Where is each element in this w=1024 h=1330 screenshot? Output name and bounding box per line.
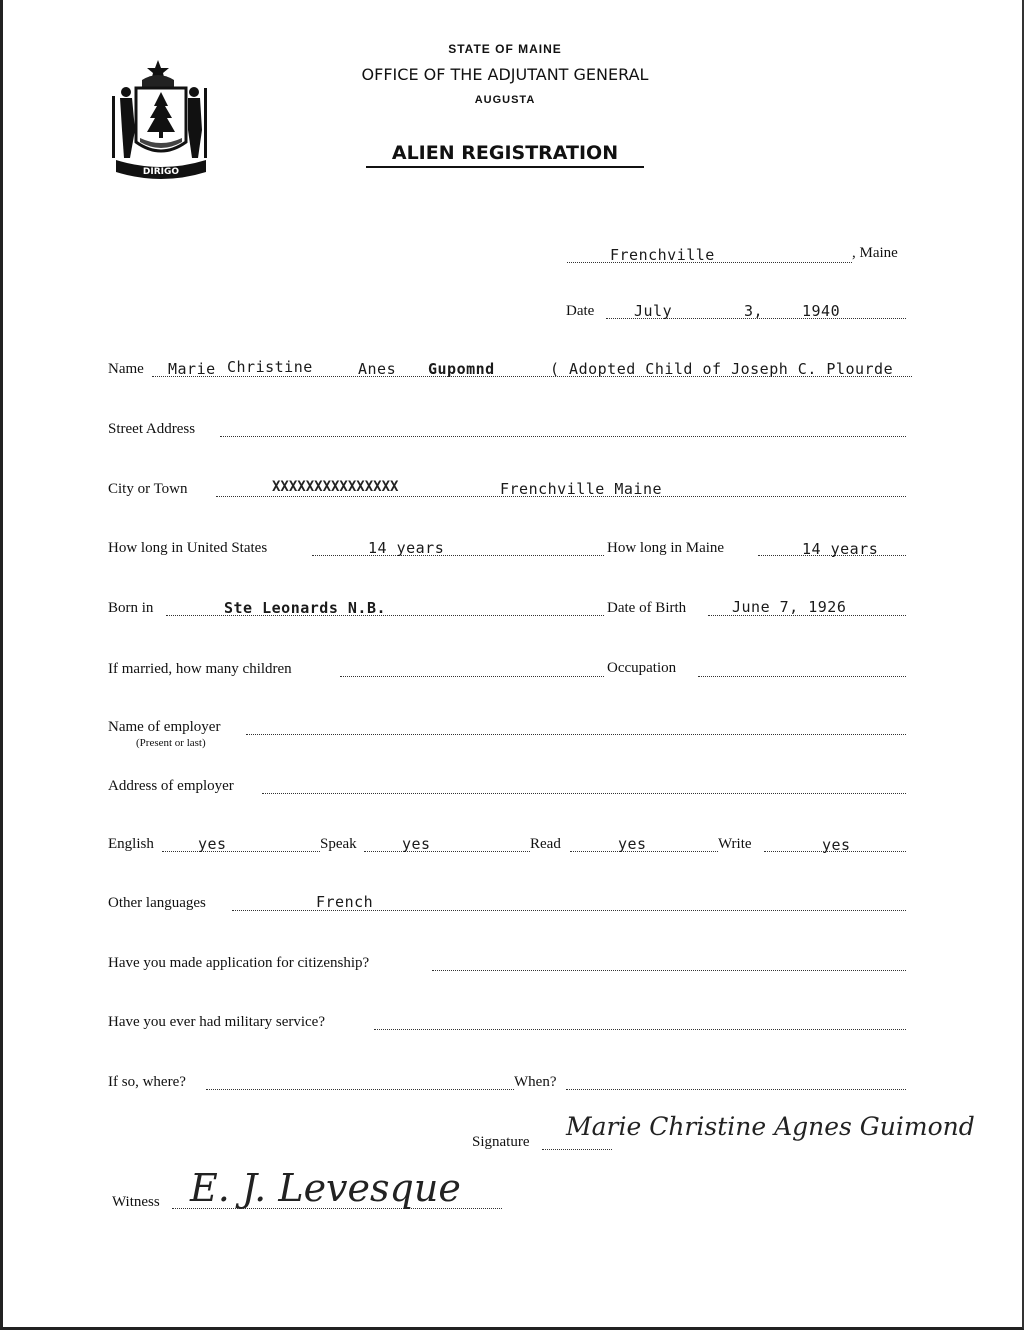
english-label: English xyxy=(108,836,154,852)
date-of-birth-label: Date of Birth xyxy=(607,600,687,616)
header-state: STATE OF MAINE xyxy=(448,42,562,56)
how-long-us-line xyxy=(312,555,604,556)
born-in-value: Ste Leonards N.B. xyxy=(224,599,387,617)
employer-name-line xyxy=(246,734,906,735)
town-suffix: , Maine xyxy=(852,245,898,261)
when-line xyxy=(566,1089,906,1090)
signature-line xyxy=(542,1149,612,1150)
date-month: July xyxy=(634,302,673,320)
married-children-label: If married, how many children xyxy=(108,661,292,677)
speak-line xyxy=(364,851,530,852)
other-languages-value: French xyxy=(316,893,374,911)
english-line xyxy=(162,851,320,852)
employer-address-label: Address of employer xyxy=(108,778,234,794)
seal-motto: DIRIGO xyxy=(142,167,180,177)
date-year: 1940 xyxy=(802,302,841,320)
military-label: Have you ever had military service? xyxy=(108,1014,325,1030)
name-label: Name xyxy=(108,361,144,377)
name-middle: Christine xyxy=(227,358,313,376)
street-address-label: Street Address xyxy=(108,421,196,437)
name-first: Marie xyxy=(168,360,216,378)
maine-seal-icon xyxy=(108,58,214,182)
name-third: Anes xyxy=(358,360,397,378)
read-value: yes xyxy=(618,835,647,853)
other-languages-label: Other languages xyxy=(108,895,206,911)
witness-value: E. J. Levesque xyxy=(190,1166,461,1210)
occupation-line xyxy=(698,676,906,677)
where-label: If so, where? xyxy=(108,1074,186,1090)
how-long-maine-value: 14 years xyxy=(802,540,879,558)
employer-name-label: Name of employer xyxy=(108,719,221,735)
born-in-label: Born in xyxy=(108,600,154,616)
military-line xyxy=(374,1029,906,1030)
occupation-label: Occupation xyxy=(607,660,677,676)
when-label: When? xyxy=(514,1074,557,1090)
form-title: ALIEN REGISTRATION xyxy=(366,142,644,168)
employer-address-line xyxy=(262,793,906,794)
town-value: Frenchville xyxy=(610,246,715,264)
name-last: Gupomnd xyxy=(428,360,495,378)
speak-value: yes xyxy=(402,835,431,853)
write-value: yes xyxy=(822,836,851,854)
date-label: Date xyxy=(566,303,595,319)
city-struck-text: XXXXXXXXXXXXXXX xyxy=(272,479,399,495)
how-long-us-label: How long in United States xyxy=(108,540,268,556)
english-value: yes xyxy=(198,835,227,853)
header-office: OFFICE OF THE ADJUTANT GENERAL xyxy=(361,65,649,84)
citizenship-label: Have you made application for citizenship? xyxy=(108,955,370,971)
write-label: Write xyxy=(718,836,752,852)
married-children-line xyxy=(340,676,604,677)
witness-label: Witness xyxy=(112,1194,160,1210)
read-label: Read xyxy=(530,836,561,852)
city-label: City or Town xyxy=(108,481,188,497)
employer-name-sublabel: (Present or last) xyxy=(136,737,206,749)
street-address-line xyxy=(220,436,906,437)
citizenship-line xyxy=(432,970,906,971)
name-note: ( Adopted Child of Joseph C. Plourde xyxy=(550,360,894,378)
city-value: Frenchville Maine xyxy=(500,480,663,498)
signature-label: Signature xyxy=(472,1134,530,1150)
signature-value: Marie Christine Agnes Guimond xyxy=(566,1112,975,1141)
how-long-us-value: 14 years xyxy=(368,539,445,557)
header-city: AUGUSTA xyxy=(474,94,536,106)
where-line xyxy=(206,1089,514,1090)
date-of-birth-value: June 7, 1926 xyxy=(732,598,847,616)
speak-label: Speak xyxy=(320,836,357,852)
how-long-maine-label: How long in Maine xyxy=(607,540,725,556)
date-day: 3, xyxy=(744,302,764,320)
